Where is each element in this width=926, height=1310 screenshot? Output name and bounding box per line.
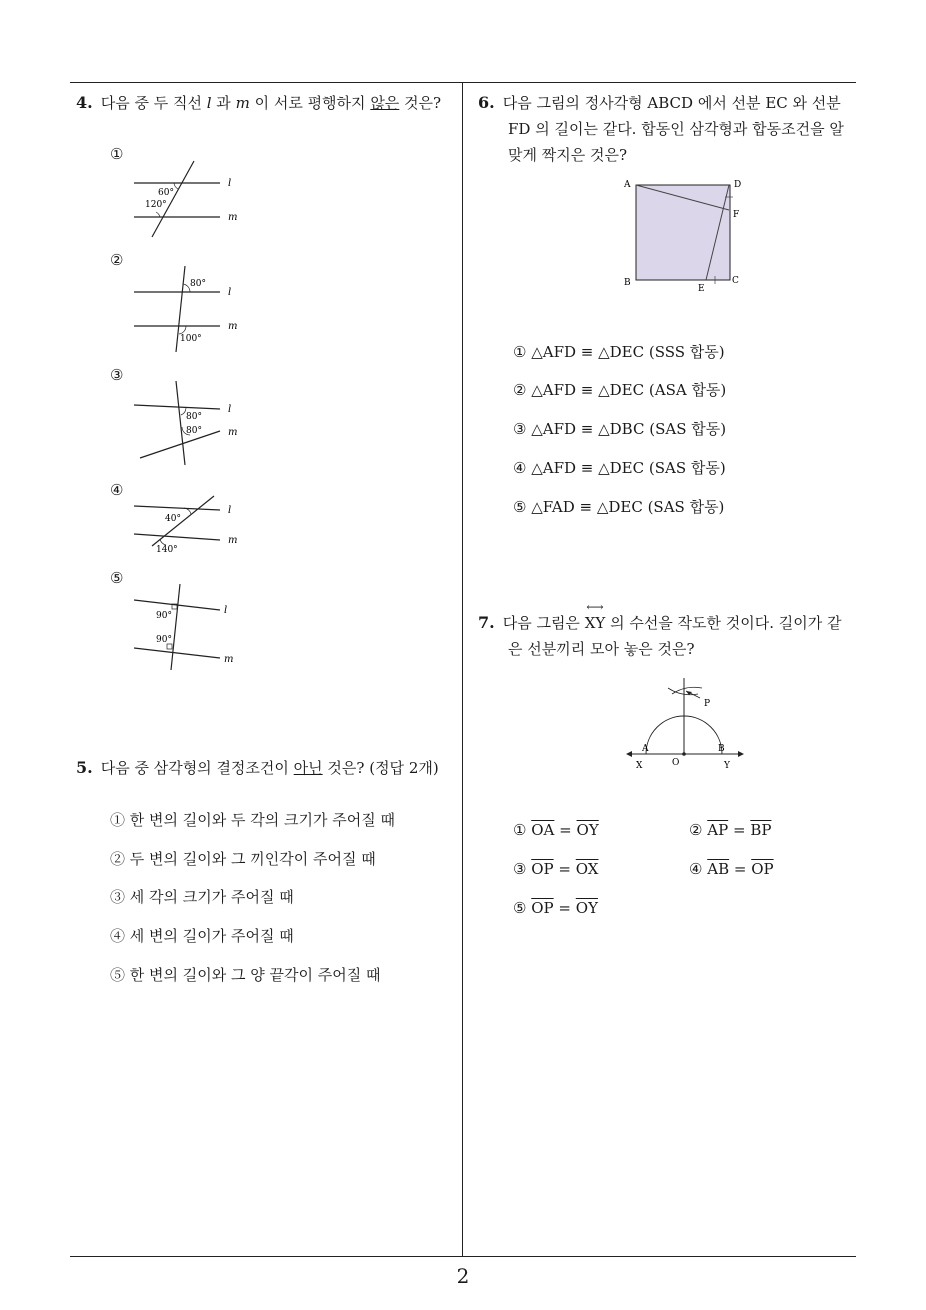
q5-option-1: ① 한 변의 길이와 두 각의 크기가 주어질 때 (110, 811, 395, 829)
q5-option-4: ④ 세 변의 길이가 주어질 때 (110, 927, 294, 945)
q7-option-4: ④ $\overline{AB} = \overline{OP}$ (689, 860, 774, 878)
q6-option-1: ① △AFD ≡ △DEC (SSS 합동) (513, 343, 725, 361)
svg-text:l: l (224, 605, 228, 616)
q6-option-2: ② △AFD ≡ △DEC (ASA 합동) (513, 381, 727, 399)
q7-title: 7. 다음 그림은 ⟷ XY 의 수선을 작도한 것이다. 길이가 같 은 선분끼리 모아 놓은 것은? (478, 600, 842, 658)
svg-text:80°: 80° (190, 279, 206, 289)
svg-text:X: X (636, 761, 643, 771)
q4-fig5-marker: ⑤ (110, 569, 124, 587)
q4-fig3-marker: ③ (110, 366, 124, 384)
svg-text:140°: 140° (156, 545, 178, 555)
q4-underlined: 않은 (370, 94, 400, 112)
q4-figure-4 (120, 490, 260, 570)
svg-text:O: O (672, 758, 680, 768)
q4-figure-1 (120, 155, 260, 245)
svg-text:F: F (733, 210, 740, 220)
q5-option-3: ③ 세 각의 크기가 주어질 때 (110, 888, 294, 906)
svg-text:60°: 60° (158, 188, 174, 198)
svg-text:m: m (228, 427, 238, 438)
svg-text:B: B (624, 278, 631, 288)
svg-text:A: A (642, 744, 649, 754)
top-rule (70, 82, 856, 83)
svg-text:P: P (704, 699, 711, 709)
bottom-rule (70, 1256, 856, 1257)
svg-text:90°: 90° (156, 611, 172, 621)
svg-text:C: C (732, 276, 739, 286)
q7-option-1: ① $\overline{OA} = \overline{OY}$ (513, 821, 599, 839)
svg-text:120°: 120° (145, 200, 167, 210)
svg-text:Y: Y (724, 761, 730, 771)
q5-option-5: ⑤ 한 변의 길이와 그 양 끝각이 주어질 때 (110, 966, 381, 984)
svg-text:80°: 80° (186, 412, 202, 422)
q6-number: 6. (478, 93, 495, 112)
svg-text:B: B (718, 744, 725, 754)
q7-number: 7. (478, 613, 495, 632)
svg-text:m: m (228, 535, 238, 546)
q6-option-4: ④ △AFD ≡ △DEC (SAS 합동) (513, 459, 726, 477)
svg-text:100°: 100° (180, 334, 202, 344)
svg-text:l: l (228, 505, 232, 516)
column-divider (462, 82, 463, 1257)
q6-square-figure (620, 175, 750, 295)
q5-number: 5. (76, 758, 93, 777)
svg-text:40°: 40° (165, 514, 181, 524)
q6-option-3: ③ △AFD ≡ △DBC (SAS 합동) (513, 420, 727, 438)
q4-figure-2 (120, 260, 260, 355)
q7-option-3: ③ $\overline{OP} = \overline{OX}$ (513, 860, 599, 878)
q5-option-2: ② 두 변의 길이와 그 끼인각이 주어질 때 (110, 850, 376, 868)
q4-fig1-marker: ① (110, 145, 124, 163)
q7-option-2: ② $\overline{AP} = \overline{BP}$ (689, 821, 772, 839)
svg-text:m: m (228, 212, 238, 223)
svg-text:A: A (624, 180, 631, 190)
svg-text:m: m (228, 321, 238, 332)
svg-text:l: l (228, 404, 232, 415)
q4-figure-5 (120, 580, 260, 675)
svg-text:l: l (228, 178, 232, 189)
square-abcd (636, 185, 730, 280)
q7-construction-figure (622, 672, 752, 777)
q5-underlined: 아닌 (293, 759, 323, 777)
q7-option-5: ⑤ $\overline{OP} = \overline{OY}$ (513, 899, 598, 917)
svg-text:D: D (734, 180, 742, 190)
page-number: 2 (456, 1264, 470, 1288)
q6-title: 6. 다음 그림의 정사각형 ABCD 에서 선분 EC 와 선분 FD 의 길이는 같다. 합동인 삼각형과 합동조건을 알 맞게 짝지은 것은? (478, 93, 844, 164)
svg-text:l: l (228, 287, 232, 298)
q4-fig4-marker: ④ (110, 481, 124, 499)
q6-option-5: ⑤ △FAD ≡ △DEC (SAS 합동) (513, 498, 725, 516)
svg-text:80°: 80° (186, 426, 202, 436)
svg-text:90°: 90° (156, 635, 172, 645)
q4-fig2-marker: ② (110, 251, 124, 269)
svg-text:E: E (698, 284, 705, 294)
q4-number: 4. (76, 93, 93, 112)
q4-figure-3 (120, 375, 260, 470)
q5-title: 5. 다음 중 삼각형의 결정조건이 아닌 것은? (정답 2개) (76, 758, 439, 777)
q4-title: 4. 다음 중 두 직선 l 과 m 이 서로 평행하지 않은 것은? (76, 93, 442, 112)
q7-line-symbol: ⟷ XY (584, 600, 606, 632)
svg-text:m: m (224, 654, 234, 665)
